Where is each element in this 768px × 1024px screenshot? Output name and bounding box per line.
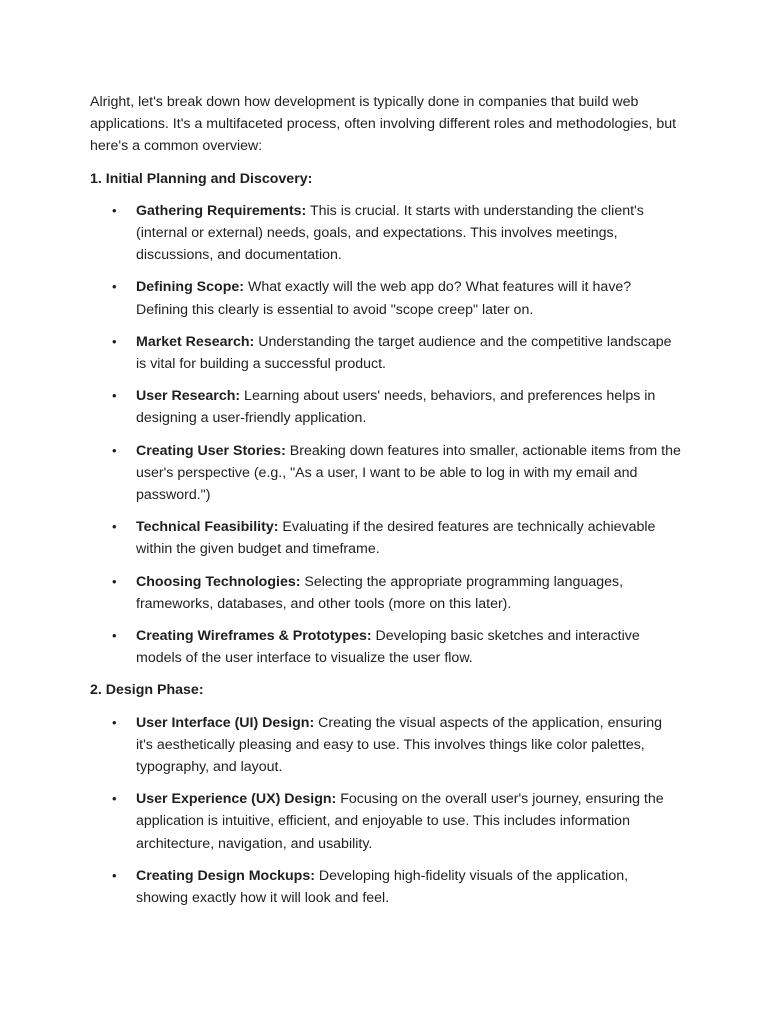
item-term: Technical Feasibility: xyxy=(136,519,279,536)
document-body xyxy=(90,91,682,919)
bullet-icon: • xyxy=(112,442,117,458)
item-term: User Experience (UX) Design: xyxy=(136,791,337,808)
item-text: Focusing on the overall user's journey, ensuring the application is intuitive, efficient, and enjoyable to use. This includes information architecture, navigation, and usability. xyxy=(136,791,664,852)
bullet-icon: • xyxy=(112,791,117,807)
item-text: Understanding the target audience and the competitive landscape is vital for building a successful product. xyxy=(136,333,672,373)
bullet-icon: • xyxy=(112,573,117,589)
bullet-icon: • xyxy=(112,519,117,535)
item-text: Breaking down features into smaller, actionable items from the user's perspective (e.g., "As a user, I want to be able to log in with my email and password.") xyxy=(136,442,681,504)
item-text: Evaluating if the desired features are technically achievable within the given budget and timeframe. xyxy=(136,519,656,558)
item-term: Creating Wireframes & Prototypes: xyxy=(136,628,372,645)
item-text: This is crucial. It starts with understanding the client's (internal or external) needs, goals, and expectations. This involves meetings, discussions, and documentation. xyxy=(136,202,644,264)
intro-paragraph: Alright, let's break down how development is typically done in companies that build web applications. It's a multifaceted process, often involving different roles and methodologies, but here's a common overview: xyxy=(90,94,677,155)
item-term: Choosing Technologies: xyxy=(136,573,301,590)
item-text: Developing basic sketches and interactive models of the user interface to visualize the user flow. xyxy=(136,628,640,667)
bullet-icon: • xyxy=(112,333,117,349)
item-term: Gathering Requirements: xyxy=(136,202,307,219)
list-item xyxy=(90,516,682,560)
list-item xyxy=(90,625,682,669)
bullet-icon: • xyxy=(112,714,117,730)
item-term: Creating Design Mockups: xyxy=(136,867,315,884)
bullet-icon: • xyxy=(112,388,117,404)
item-term: Defining Scope: xyxy=(136,279,244,296)
item-term: User Research: xyxy=(136,388,241,405)
bullet-icon: • xyxy=(112,279,117,295)
item-text: Selecting the appropriate programming languages, frameworks, databases, and other tools (more on this later). xyxy=(136,573,624,612)
item-term: Creating User Stories: xyxy=(136,442,286,459)
section-heading-design: 2. Design Phase: xyxy=(90,682,204,699)
list-item xyxy=(90,276,682,320)
item-term: Market Research: xyxy=(136,333,255,350)
list-item xyxy=(90,200,682,267)
list-item xyxy=(90,385,682,429)
item-term: User Interface (UI) Design: xyxy=(136,714,315,731)
list-item xyxy=(90,788,682,855)
list-item xyxy=(90,571,682,615)
design-list xyxy=(90,712,682,910)
bullet-icon: • xyxy=(112,867,117,883)
planning-list xyxy=(90,200,682,670)
list-item xyxy=(90,865,682,909)
bullet-icon: • xyxy=(112,202,117,218)
item-text: What exactly will the web app do? What features will it have? Defining this clearly is essential to avoid "scope creep" later on. xyxy=(136,279,632,318)
bullet-icon: • xyxy=(112,628,117,644)
list-item xyxy=(90,331,682,375)
item-text: Developing high-fidelity visuals of the application, showing exactly how it will look and feel. xyxy=(136,867,629,907)
item-text: Creating the visual aspects of the application, ensuring it's aesthetically pleasing and easy to use. This involves things like color palettes, typography, and layout. xyxy=(136,714,662,776)
list-item xyxy=(90,440,682,507)
item-text: Learning about users' needs, behaviors, and preferences helps in designing a user-friendly application. xyxy=(136,388,656,427)
list-item xyxy=(90,712,682,779)
section-heading-planning: 1. Initial Planning and Discovery: xyxy=(90,170,313,187)
